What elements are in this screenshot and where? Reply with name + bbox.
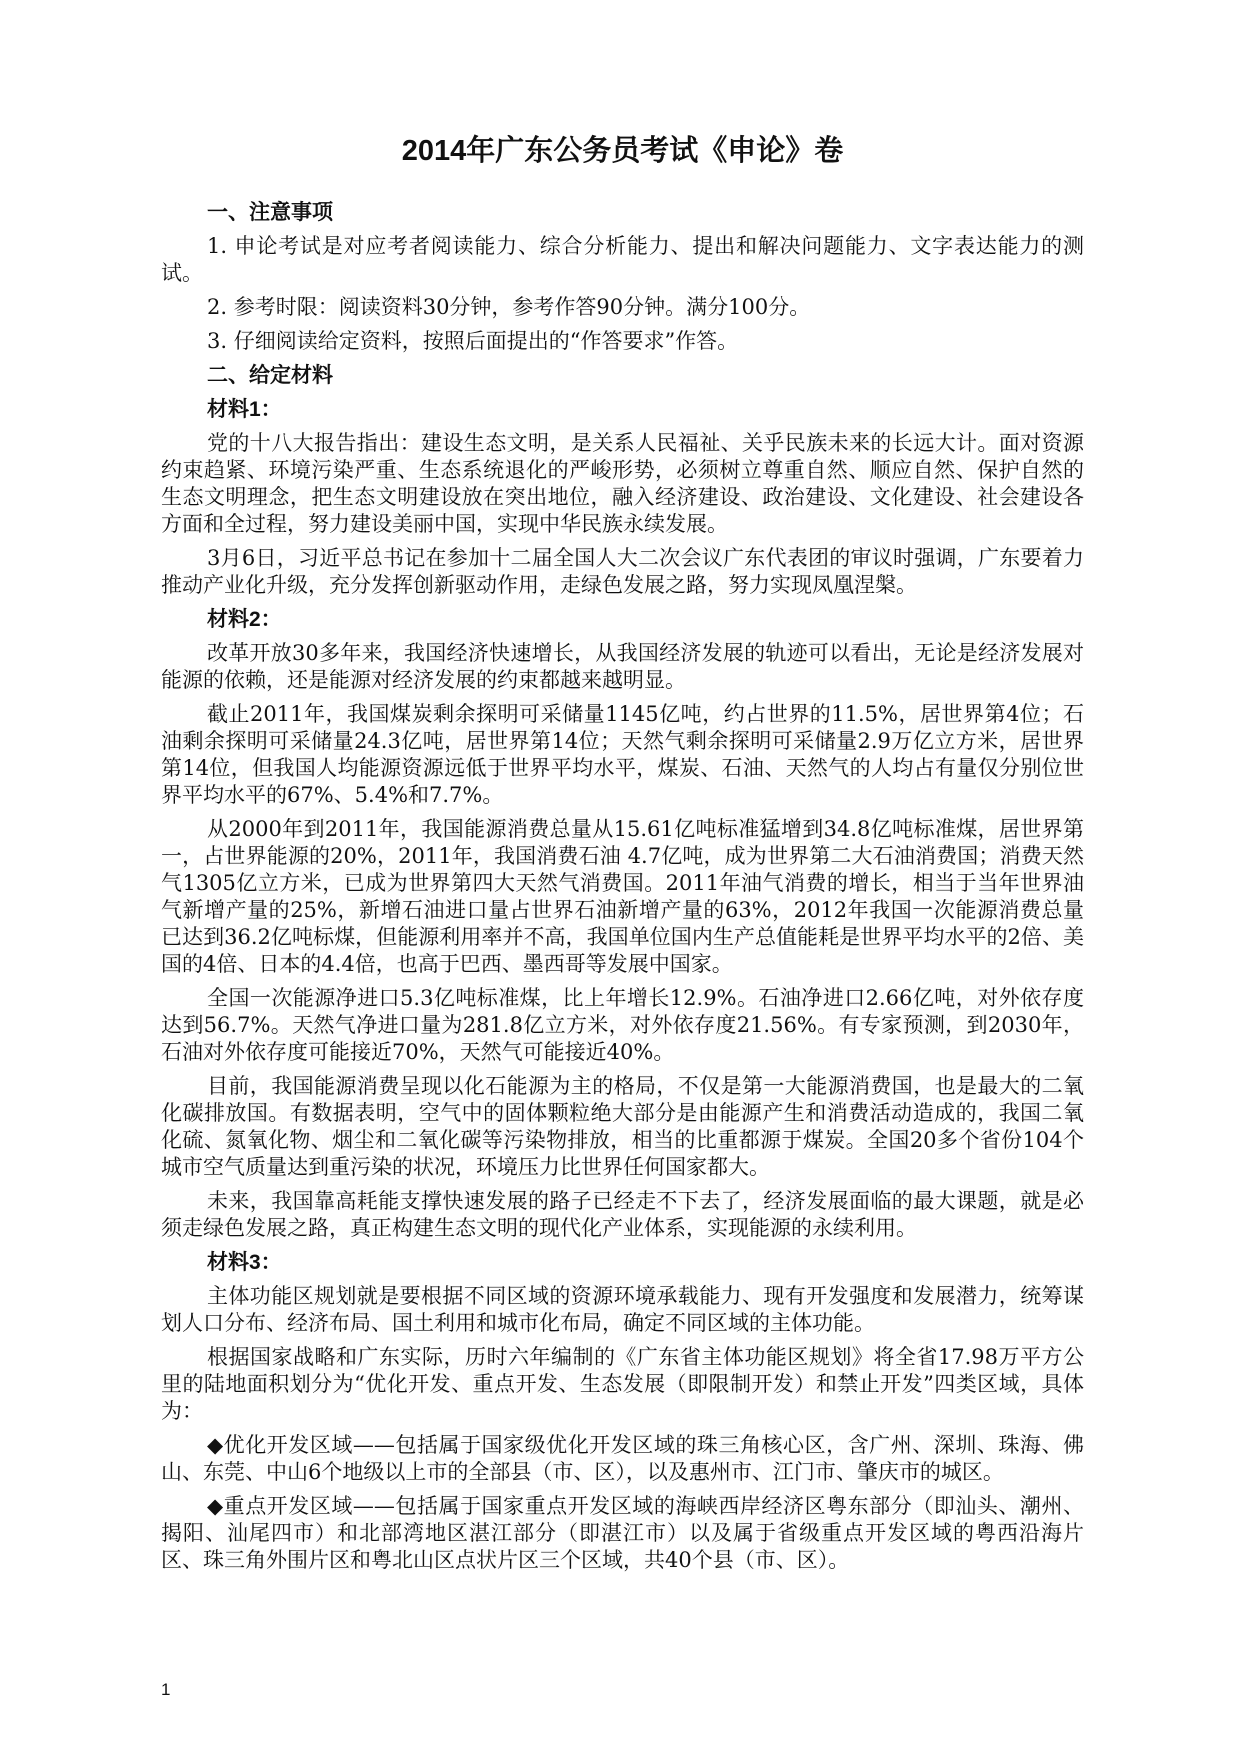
material2-paragraph: 目前，我国能源消费呈现以化石能源为主的格局，不仅是第一大能源消费国，也是最大的二氧化碳排放国。有数据表明，空气中的固体颗粒绝大部分是由能源产生和消费活动造成的，我国二氧化硫、氮氧化物、烟尘和二氧化碳等污染物排放，相当的比重都源于煤炭。全国20多个省份104个城市空气质量达到重污染的状况，环境压力比世界任何国家都大。 — [161, 1074, 1084, 1179]
material2-paragraph: 改革开放30多年来，我国经济快速增长，从我国经济发展的轨迹可以看出，无论是经济发展对能源的依赖，还是能源对经济发展的约束都越来越明显。 — [161, 641, 1084, 692]
material3-paragraph: 主体功能区规划就是要根据不同区域的资源环境承载能力、现有开发强度和发展潜力，统筹谋划人口分布、经济布局、国土利用和城市化布局，确定不同区域的主体功能。 — [161, 1284, 1084, 1335]
material1-heading: 材料1： — [207, 398, 282, 421]
notice-item: 3. 仔细阅读给定资料，按照后面提出的“作答要求”作答。 — [207, 329, 739, 353]
page-number: 1 — [161, 1680, 171, 1699]
material1-paragraph: 3月6日，习近平总书记在参加十二届全国人大二次会议广东代表团的审议时强调，广东要着力推动产业化升级，充分发挥创新驱动作用，走绿色发展之路，努力实现凤凰涅槃。 — [161, 546, 1084, 597]
material3-paragraph: 根据国家战略和广东实际，历时六年编制的《广东省主体功能区规划》将全省17.98万平方公里的陆地面积划分为“优化开发、重点开发、生态发展（即限制开发）和禁止开发”四类区域，具体为： — [161, 1345, 1084, 1423]
notice-item: 2. 参考时限：阅读资料30分钟，参考作答90分钟。满分100分。 — [207, 295, 811, 319]
material2-paragraph: 未来，我国靠高耗能支撑快速发展的路子已经走不下去了，经济发展面临的最大课题，就是必须走绿色发展之路，真正构建生态文明的现代化产业体系，实现能源的永续利用。 — [161, 1189, 1084, 1240]
material2-paragraph: 从2000年到2011年，我国能源消费总量从15.61亿吨标准猛增到34.8亿吨标准煤，居世界第一，占世界能源的20%，2011年，我国消费石油 4.7亿吨，成为世界第二大石油消费国；消费天然气1305亿立方米，已成为世界第四大天然气消费国。2011年油气消费的增长，相当于当年世界油气新增产量的25%，新增石油进口量占世界石油新增产量的63%，2012年我国一次能源消费总量已达到36.2亿吨标煤，但能源利用率并不高，我国单位国内生产总值能耗是世界平均水平的2倍、美国的4倍、日本的4.4倍，也高于巴西、墨西哥等发展中国家。 — [161, 817, 1084, 976]
material2-paragraph: 全国一次能源净进口5.3亿吨标准煤，比上年增长12.9%。石油净进口2.66亿吨，对外依存度达到56.7%。天然气净进口量为281.8亿立方米，对外依存度21.56%。有专家预测，到2030年，石油对外依存度可能接近70%，天然气可能接近40%。 — [161, 986, 1084, 1064]
material3-heading: 材料3： — [207, 1251, 282, 1274]
material3-bullet: ◆优化开发区域——包括属于国家级优化开发区域的珠三角核心区，含广州、深圳、珠海、佛山、东莞、中山6个地级以上市的全部县（市、区），以及惠州市、江门市、肇庆市的城区。 — [161, 1433, 1084, 1484]
document-page — [161, 128, 1084, 1574]
material2-paragraph: 截止2011年，我国煤炭剩余探明可采储量1145亿吨，约占世界的11.5%，居世界第4位；石油剩余探明可采储量24.3亿吨，居世界第14位；天然气剩余探明可采储量2.9万亿立方米，居世界第14位，但我国人均能源资源远低于世界平均水平，煤炭、石油、天然气的人均占有量仅分别位世界平均水平的67%、5.4%和7.7%。 — [161, 702, 1084, 807]
material2-heading: 材料2： — [207, 608, 282, 631]
notice-item: 1. 申论考试是对应考者阅读能力、综合分析能力、提出和解决问题能力、文字表达能力的测试。 — [161, 234, 1084, 285]
material1-paragraph: 党的十八大报告指出：建设生态文明，是关系人民福祉、关乎民族未来的长远大计。面对资源约束趋紧、环境污染严重、生态系统退化的严峻形势，必须树立尊重自然、顺应自然、保护自然的生态文明理念，把生态文明建设放在突出地位，融入经济建设、政治建设、文化建设、社会建设各方面和全过程，努力建设美丽中国，实现中华民族永续发展。 — [161, 431, 1084, 536]
material3-bullet: ◆重点开发区域——包括属于国家重点开发区域的海峡西岸经济区粤东部分（即汕头、潮州、揭阳、汕尾四市）和北部湾地区湛江部分（即湛江市）以及属于省级重点开发区域的粤西沿海片区、珠三角外围片区和粤北山区点状片区三个区域，共40个县（市、区）。 — [161, 1494, 1084, 1572]
document-title: 2014年广东公务员考试《申论》卷 — [401, 135, 844, 167]
notice-heading: 一、注意事项 — [207, 201, 333, 224]
materials-heading: 二、给定材料 — [207, 364, 333, 387]
